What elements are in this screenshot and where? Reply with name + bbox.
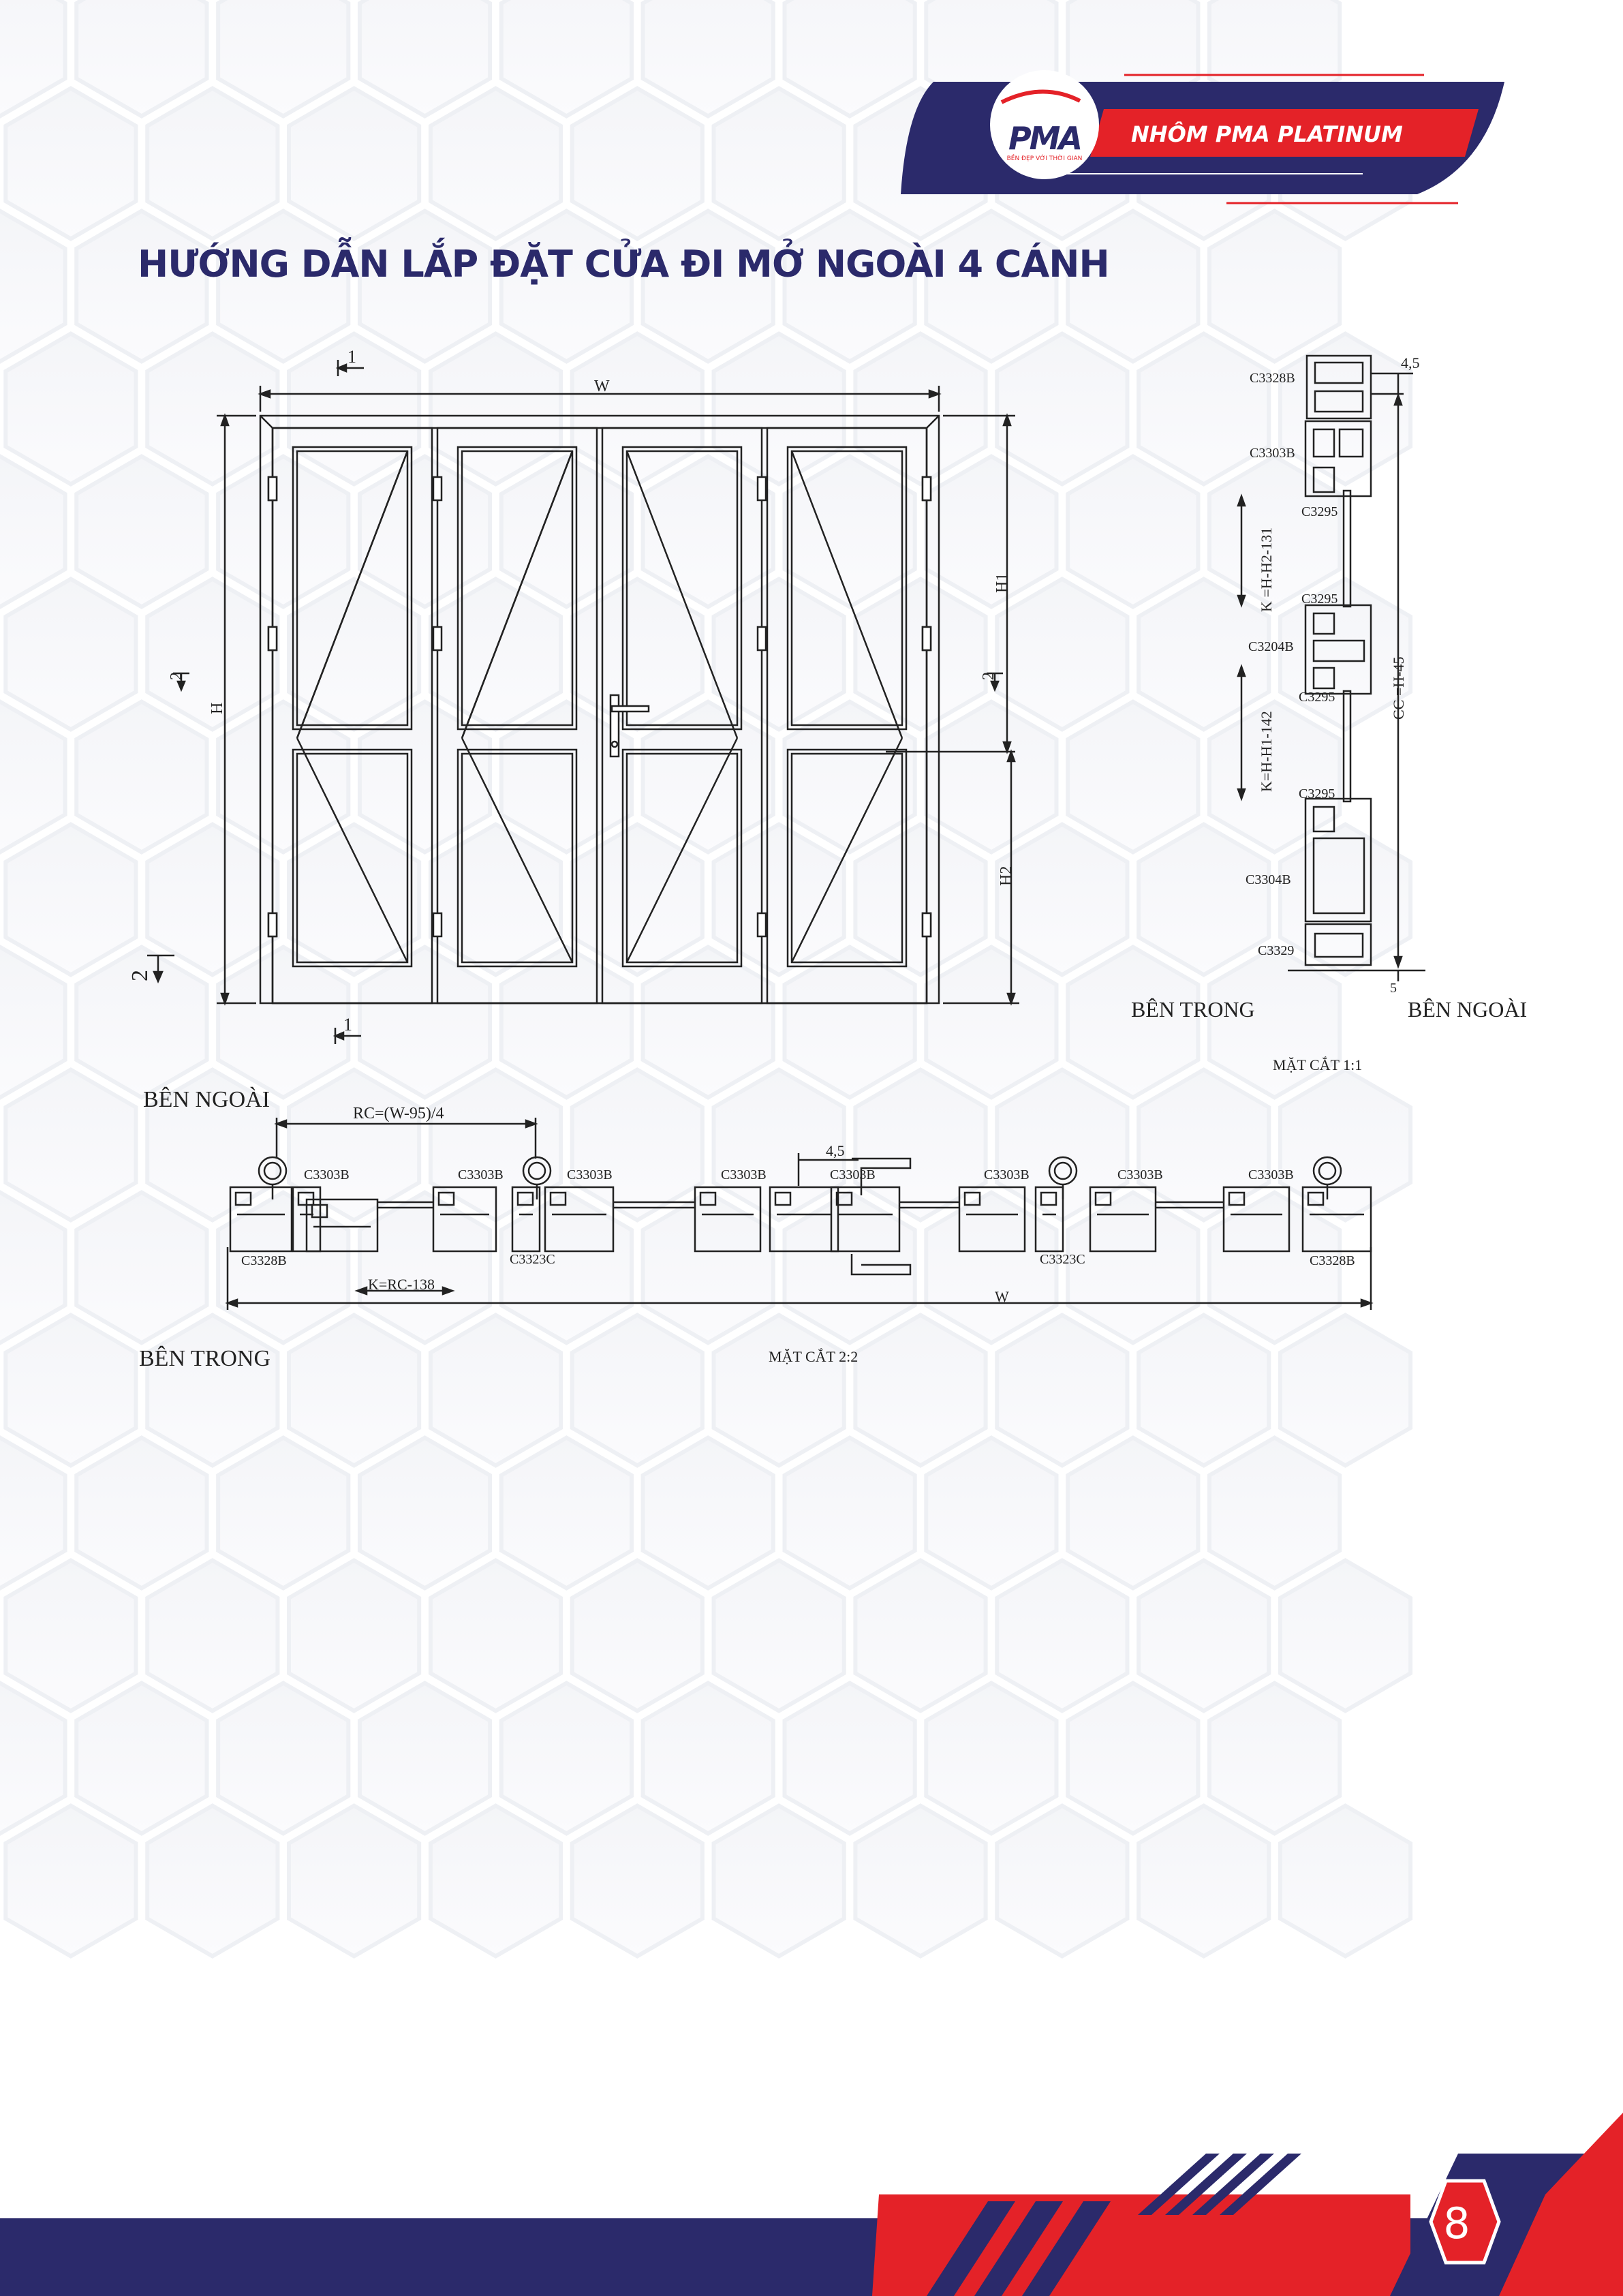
page-title: HƯỚNG DẪN LẮP ĐẶT CỬA ĐI MỞ NGOÀI 4 CÁNH bbox=[138, 243, 1109, 286]
profile-block bbox=[695, 1187, 760, 1251]
door-leaf bbox=[268, 428, 432, 1003]
s11-profile-c3295-d: C3295 bbox=[1299, 786, 1335, 801]
s22-profile-top: C3303B bbox=[458, 1167, 504, 1182]
s22-dim-rc: RC=(W-95)/4 bbox=[353, 1105, 444, 1122]
s22-profile-bottom: C3323C bbox=[510, 1252, 555, 1267]
s11-dim-top: 4,5 bbox=[1401, 354, 1420, 371]
s11-dim-bottom: 5 bbox=[1390, 981, 1397, 996]
profile-block bbox=[959, 1187, 1025, 1251]
door-leaf bbox=[433, 428, 597, 1003]
s11-caption: MẶT CẮT 1:1 bbox=[1273, 1056, 1363, 1073]
s22-inside-label: BÊN TRONG bbox=[139, 1346, 270, 1371]
drawing-labels bbox=[127, 347, 1527, 1371]
width-label: W bbox=[594, 378, 610, 395]
door-leaf bbox=[602, 428, 766, 1003]
s11-profile-c3329: C3329 bbox=[1258, 943, 1295, 958]
profile-block bbox=[1036, 1187, 1063, 1251]
section-marker-1-top: 1 bbox=[347, 347, 356, 367]
s11-profile-c3204b: C3204B bbox=[1248, 639, 1294, 654]
s11-dim-k-lower: K=H-H1-142 bbox=[1258, 711, 1275, 792]
pma-logo-tagline: BỀN ĐẸP VỚI THỜI GIAN bbox=[1006, 155, 1083, 162]
profile-block bbox=[307, 1199, 377, 1251]
section-marker-2-big: 2 bbox=[127, 970, 153, 981]
s22-profile-top: C3303B bbox=[984, 1167, 1030, 1182]
s22-profile-bottom: C3328B bbox=[241, 1253, 287, 1268]
profile-block bbox=[1303, 1187, 1371, 1251]
s22-profile-top: C3303B bbox=[721, 1167, 767, 1182]
s11-profile-c3303b: C3303B bbox=[1250, 446, 1295, 461]
s22-dim-width: W bbox=[995, 1288, 1009, 1305]
h1-label: H1 bbox=[993, 572, 1011, 593]
s22-profile-top: C3303B bbox=[1248, 1167, 1294, 1182]
s11-inside-label: BÊN TRONG bbox=[1131, 997, 1255, 1022]
door-elevation bbox=[260, 416, 939, 1003]
profile-block bbox=[770, 1187, 838, 1251]
section-marker-2-left: 2 bbox=[168, 672, 185, 680]
s11-profile-c3295-b: C3295 bbox=[1301, 592, 1338, 607]
hinge-circle bbox=[259, 1157, 286, 1199]
brand-name: NHÔM PMA PLATINUM bbox=[1131, 121, 1403, 147]
s11-profile-c3295-a: C3295 bbox=[1301, 504, 1338, 519]
pma-logo: PMA bbox=[1008, 120, 1081, 157]
profile-block bbox=[512, 1187, 540, 1251]
profile-block bbox=[545, 1187, 613, 1251]
s11-profile-c3328b: C3328B bbox=[1250, 371, 1295, 386]
door-leaf bbox=[767, 428, 931, 1003]
s22-profile-top: C3303B bbox=[304, 1167, 350, 1182]
s22-profile-bottom: C3323C bbox=[1040, 1252, 1085, 1267]
s22-profile-bottom: C3328B bbox=[1310, 1253, 1355, 1268]
s11-profile-c3295-c: C3295 bbox=[1299, 690, 1335, 705]
s22-profile-top: C3303B bbox=[830, 1167, 876, 1182]
profile-block bbox=[433, 1187, 496, 1251]
profile-block bbox=[1090, 1187, 1156, 1251]
s22-dim-k: K=RC-138 bbox=[368, 1276, 435, 1293]
height-label: H bbox=[208, 702, 226, 714]
s22-outside-label: BÊN NGOÀI bbox=[143, 1087, 270, 1112]
section-marker-1-bottom: 1 bbox=[343, 1015, 352, 1035]
s22-caption: MẶT CẮT 2:2 bbox=[769, 1348, 859, 1365]
s11-profile-c3304b: C3304B bbox=[1246, 872, 1291, 887]
section-marker-2-right: 2 bbox=[980, 672, 998, 680]
profile-block bbox=[230, 1187, 292, 1251]
s22-profile-top: C3303B bbox=[567, 1167, 613, 1182]
s11-dim-cc: CC =H-45 bbox=[1390, 656, 1407, 720]
page-number: 8 bbox=[1443, 2199, 1470, 2248]
profile-block bbox=[831, 1187, 899, 1251]
profile-block bbox=[1224, 1187, 1289, 1251]
s22-profile-top: C3303B bbox=[1117, 1167, 1163, 1182]
h2-label: H2 bbox=[998, 866, 1015, 886]
s11-dim-k-upper: K =H-H2-131 bbox=[1258, 527, 1275, 612]
s22-dim-gap: 4,5 bbox=[826, 1142, 845, 1159]
s11-outside-label: BÊN NGOÀI bbox=[1408, 997, 1528, 1022]
